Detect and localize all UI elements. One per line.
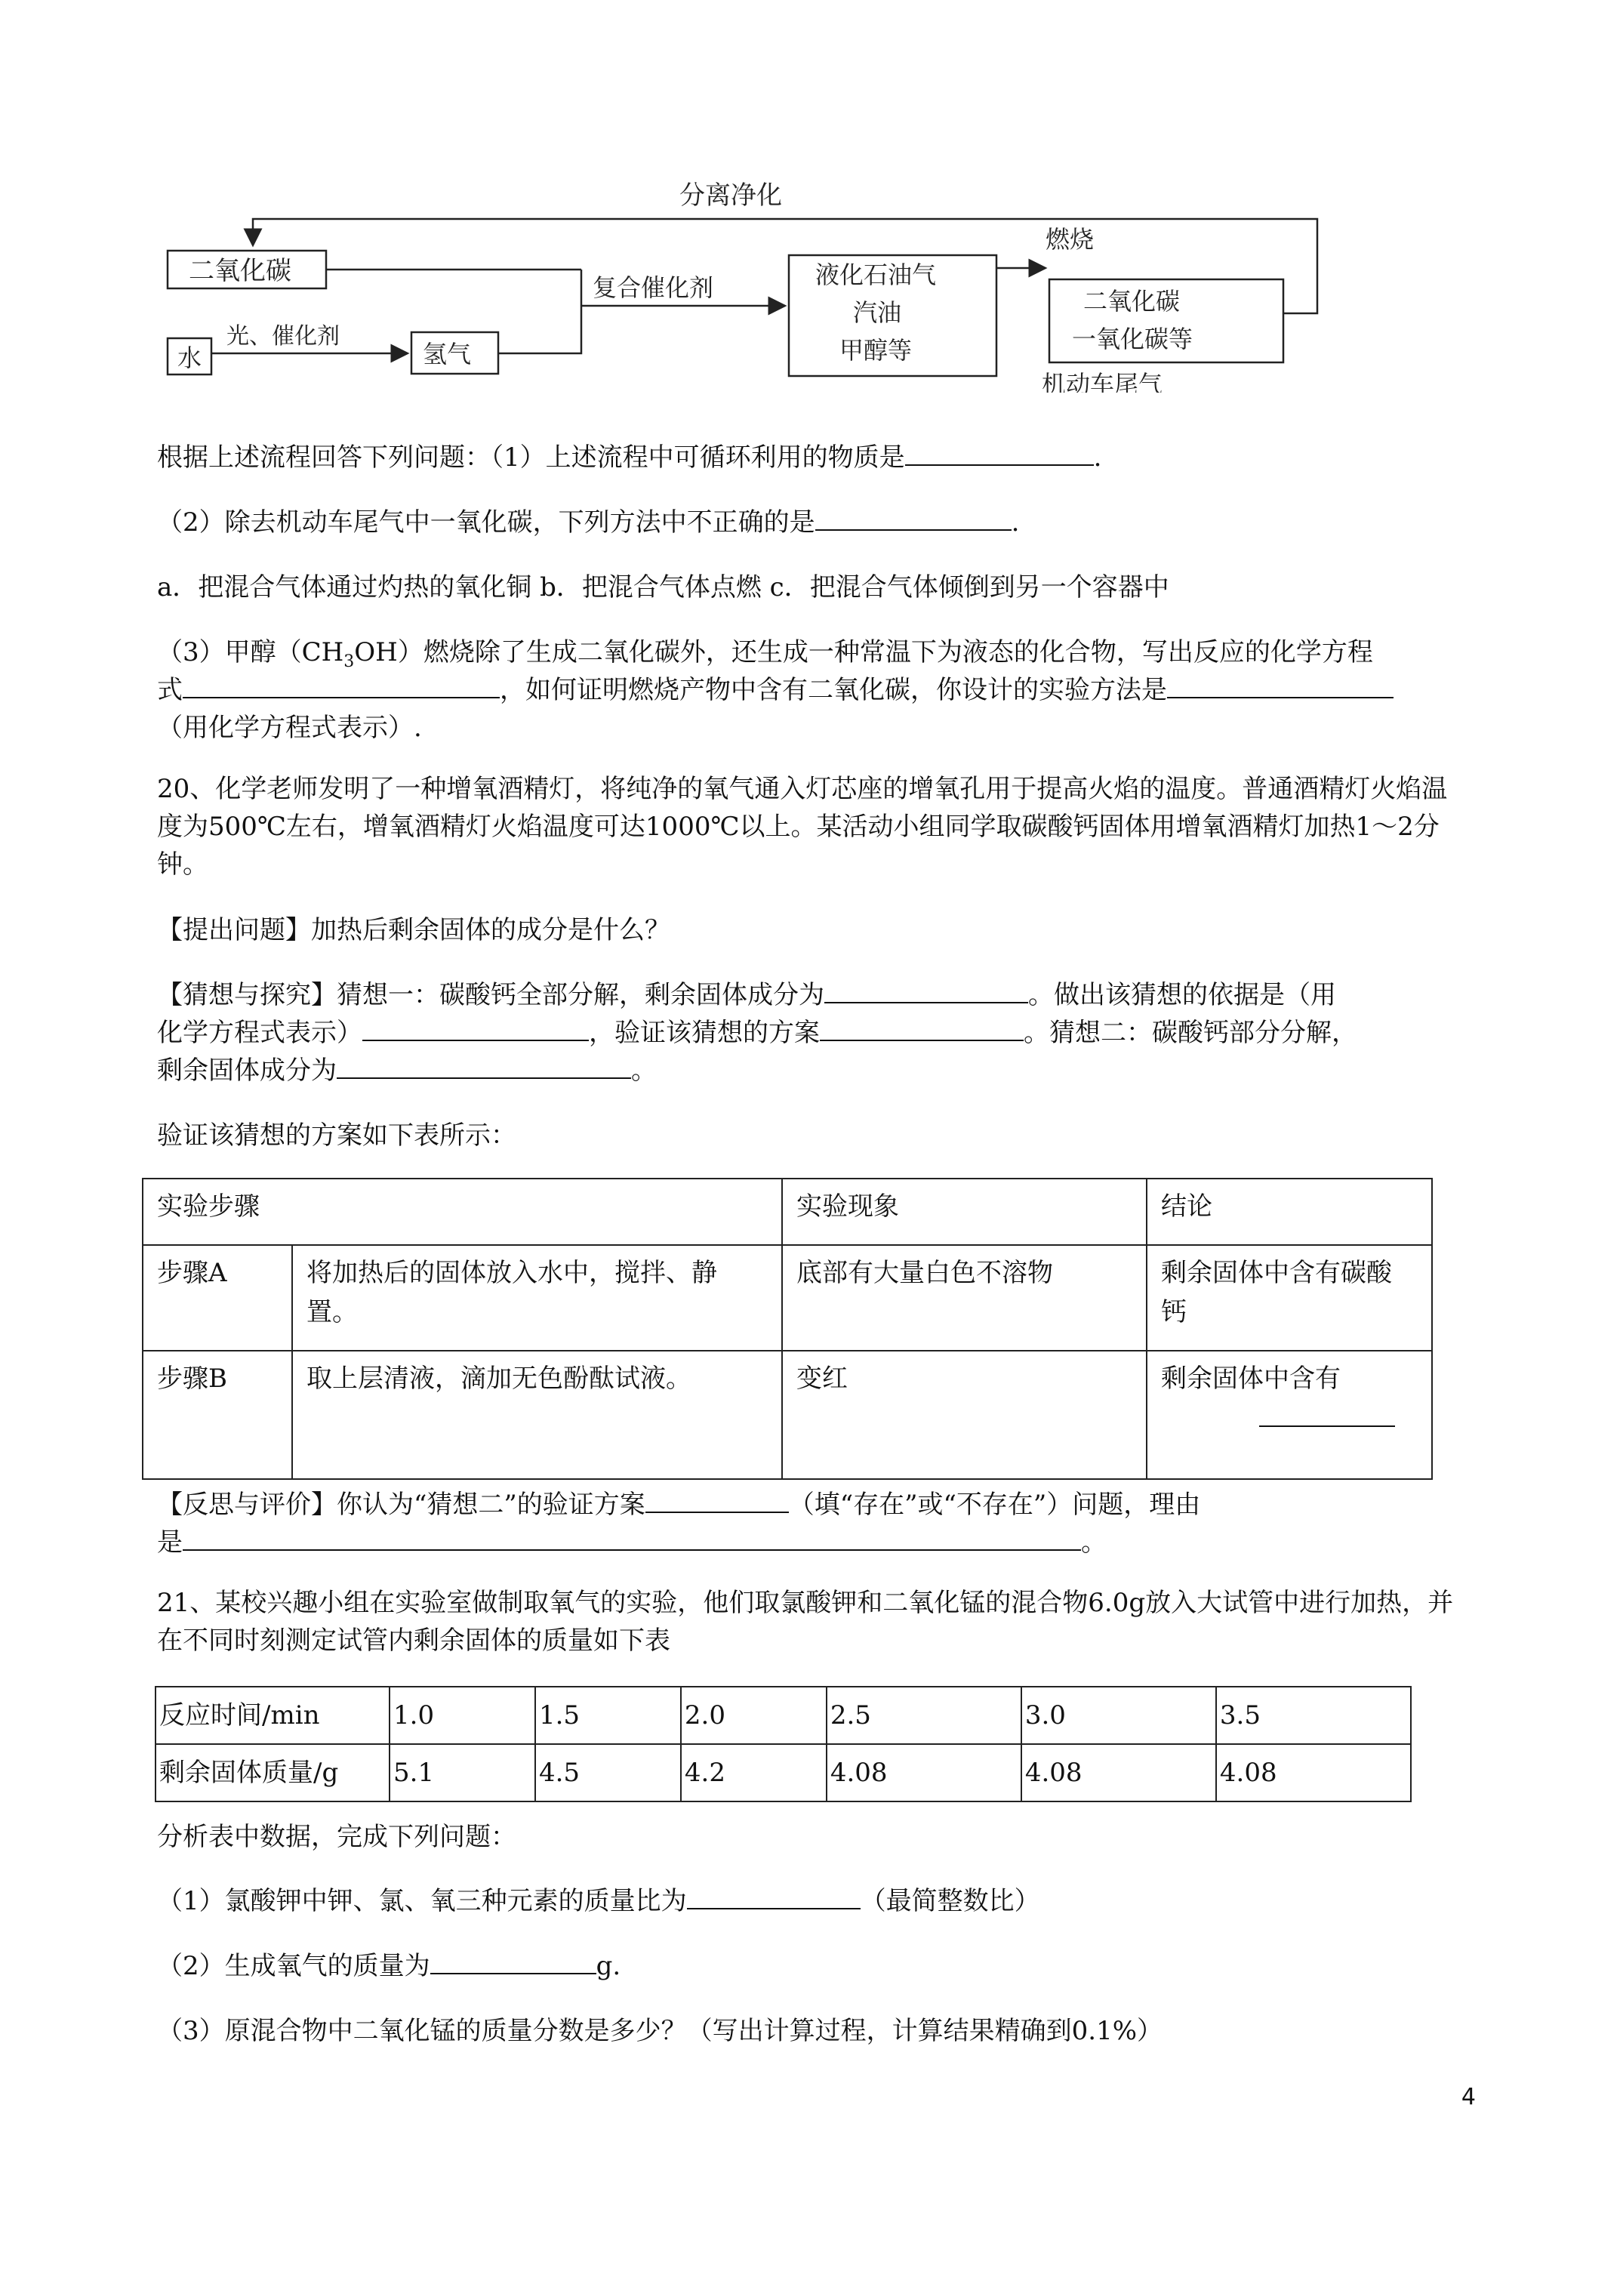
- q20-guess-blank1[interactable]: [824, 975, 1028, 1003]
- q20-reflect-d: 。: [1081, 1527, 1107, 1558]
- q20-guess-blank2[interactable]: [362, 1012, 589, 1041]
- h2-line: [498, 270, 581, 353]
- q21-table: [155, 1686, 1412, 1802]
- q21-time-3: 2.0: [681, 1687, 827, 1744]
- q19-part2: [157, 501, 1486, 544]
- water-label: 水: [177, 344, 202, 372]
- vehicle-exhaust-label: 机动车尾气: [1042, 370, 1163, 393]
- q19-part3-line2: [157, 669, 1486, 711]
- q20-row1-operation: 将加热后的固体放入水中，搅拌、静置。: [292, 1245, 782, 1351]
- q20-row2-phenomenon: 变红: [782, 1351, 1147, 1479]
- q20-reflect-b: （填“存在”或“不存在”）问题，理由: [788, 1490, 1201, 1520]
- burn-label: 燃烧: [1046, 225, 1095, 254]
- q20-guess-d: ，验证该猜想的方案: [589, 1018, 820, 1048]
- diagram-top-label: 分离净化: [679, 180, 782, 211]
- q20-intro: 20、化学老师发明了一种增氧酒精灯，将纯净的氧气通入灯芯座的增氧孔用于提高火焰的温度。普通酒精灯火焰温度为500℃左右，增氧酒精灯火焰温度可达1000℃以上。某活动小组同学取碳酸钙固体用增氧酒精灯加热1～2分钟。: [157, 774, 1448, 880]
- q20-row2-conclusion: 剩余固体中含有: [1161, 1364, 1341, 1394]
- table-row: [156, 1744, 1411, 1801]
- q20-header-step: 实验步骤: [143, 1179, 782, 1245]
- q20-guess-line3: [157, 1049, 1486, 1092]
- q21-time-4: 2.5: [827, 1687, 1021, 1744]
- q20-reflect-line1: [157, 1484, 1486, 1526]
- q21-time-6: 3.5: [1216, 1687, 1411, 1744]
- q19-part1-blank[interactable]: [905, 437, 1094, 466]
- q20-header-conclusion: 结论: [1147, 1179, 1432, 1245]
- table-row: [143, 1245, 1432, 1351]
- q20-guess-f: 剩余固体成分为: [157, 1056, 337, 1086]
- q19-part3-d: ，如何证明燃烧产物中含有二氧化碳，你设计的实验方法是: [500, 675, 1167, 705]
- q19-part2-blank[interactable]: [815, 502, 1012, 531]
- q19-part3-sub: 3: [343, 652, 355, 671]
- q19-part3-blank1[interactable]: [183, 670, 500, 698]
- q21-part1-end: （最简整数比）: [860, 1886, 1040, 1916]
- product-1: 液化石油气: [815, 260, 937, 289]
- q19-part3-line3: （用化学方程式表示）.: [157, 713, 422, 743]
- q21-time-1: 1.0: [390, 1687, 535, 1744]
- q20-guess-g: 。: [631, 1056, 657, 1086]
- product-2: 汽油: [853, 298, 902, 327]
- q19-part1: [157, 436, 1486, 479]
- q20-table-intro: 验证该猜想的方案如下表所示：: [157, 1120, 516, 1151]
- q20-row1-step: 步骤A: [143, 1245, 292, 1351]
- q21-row1-label: 反应时间/min: [156, 1687, 390, 1744]
- q19-part2-text: （2）除去机动车尾气中一氧化碳，下列方法中不正确的是: [157, 507, 815, 538]
- q21-analysis: 分析表中数据，完成下列问题：: [157, 1822, 516, 1852]
- exhaust-gas-2: 一氧化碳等: [1072, 325, 1193, 353]
- q21-mass-4: 4.08: [827, 1744, 1021, 1801]
- page-number: 4: [1461, 2084, 1476, 2110]
- q19-part1-end: .: [1093, 442, 1102, 473]
- flow-diagram-svg: [151, 166, 1329, 393]
- q21-part2-end: g.: [596, 1951, 621, 1981]
- q21-mass-1: 5.1: [390, 1744, 535, 1801]
- flow-diagram: [151, 166, 1329, 393]
- product-3: 甲醇等: [839, 336, 913, 365]
- hydrogen-label: 氢气: [423, 340, 472, 368]
- q20-guess-blank3[interactable]: [820, 1012, 1024, 1041]
- q20-reflect-blank2[interactable]: [183, 1522, 1081, 1551]
- q20-row1-phenomenon: 底部有大量白色不溶物: [782, 1245, 1147, 1351]
- q20-header-phenomenon: 实验现象: [782, 1179, 1147, 1245]
- q20-table-header-row: [143, 1179, 1432, 1245]
- composite-catalyst-label: 复合催化剂: [593, 273, 714, 302]
- q21-part1-text: （1）氯酸钾中钾、氯、氧三种元素的质量比为: [157, 1886, 687, 1916]
- q19-options: a．把混合气体通过灼热的氧化铜 b．把混合气体点燃 c．把混合气体倾倒到另一个容器中: [157, 572, 1169, 603]
- q21-part1: [157, 1880, 1486, 1922]
- co2-label: 二氧化碳: [189, 256, 291, 286]
- q20-guess-line2: [157, 1012, 1486, 1054]
- q20-guess-c: 化学方程式表示）: [157, 1018, 362, 1048]
- q20-reflect-line2: [157, 1521, 1486, 1564]
- q21-intro: 21、某校兴趣小组在实验室做制取氧气的实验，他们取氯酸钾和二氧化锰的混合物6.0g放入大试管中进行加热，并在不同时刻测定试管内剩余固体的质量如下表: [157, 1588, 1454, 1656]
- q20-row2-blank[interactable]: [1259, 1398, 1395, 1427]
- exhaust-gas-1: 二氧化碳: [1083, 287, 1181, 316]
- q20-row2-step: 步骤B: [143, 1351, 292, 1479]
- q21-time-5: 3.0: [1021, 1687, 1216, 1744]
- q19-part3-blank2[interactable]: [1167, 670, 1394, 698]
- q20-row2-conclusion-cell: [1147, 1351, 1432, 1479]
- q20-guess-e: 。猜想二：碳酸钙部分分解，: [1024, 1018, 1357, 1048]
- q20-reflect-blank1[interactable]: [645, 1484, 789, 1513]
- q19-part3-c: 式: [157, 675, 183, 705]
- q20-row1-conclusion: 剩余固体中含有碳酸钙: [1147, 1245, 1432, 1351]
- q20-guess-line1: [157, 974, 1486, 1016]
- q20-guess-b: 。做出该猜想的依据是（用: [1028, 980, 1336, 1010]
- q21-mass-3: 4.2: [681, 1744, 827, 1801]
- q21-part1-blank[interactable]: [687, 1881, 861, 1909]
- q21-row2-label: 剩余固体质量/g: [156, 1744, 390, 1801]
- q21-part2: [157, 1945, 1486, 1987]
- q20-reflect-a: 【反思与评价】你认为“猜想二”的验证方案: [157, 1490, 645, 1520]
- table-row: [156, 1687, 1411, 1744]
- table-row: [143, 1351, 1432, 1479]
- q20-question: 【提出问题】加热后剩余固体的成分是什么？: [157, 915, 670, 945]
- q21-time-2: 1.5: [535, 1687, 681, 1744]
- q19-part2-end: .: [1011, 507, 1020, 538]
- q20-row2-operation: 取上层清液，滴加无色酚酞试液。: [292, 1351, 782, 1479]
- q20-guess-blank4[interactable]: [337, 1050, 631, 1079]
- q19-part1-text: 根据上述流程回答下列问题：（1）上述流程中可循环利用的物质是: [157, 442, 905, 473]
- q21-mass-6: 4.08: [1216, 1744, 1411, 1801]
- q21-mass-2: 4.5: [535, 1744, 681, 1801]
- q20-guess-a: 【猜想与探究】猜想一：碳酸钙全部分解，剩余固体成分为: [157, 980, 824, 1010]
- q19-part3-b: OH）燃烧除了生成二氧化碳外，还生成一种常温下为液态的化合物，写出反应的化学方程: [354, 637, 1373, 667]
- q21-part2-text: （2）生成氧气的质量为: [157, 1951, 430, 1981]
- q19-part3-a: （3）甲醇（CH: [157, 637, 344, 667]
- q21-part2-blank[interactable]: [430, 1946, 596, 1974]
- q20-table: [142, 1178, 1433, 1480]
- q21-part3: （3）原混合物中二氧化锰的质量分数是多少？（写出计算过程，计算结果精确到0.1%）: [157, 2016, 1163, 2046]
- q21-mass-5: 4.08: [1021, 1744, 1216, 1801]
- light-catalyst-label: 光、催化剂: [226, 323, 340, 350]
- q20-reflect-c: 是: [157, 1527, 183, 1558]
